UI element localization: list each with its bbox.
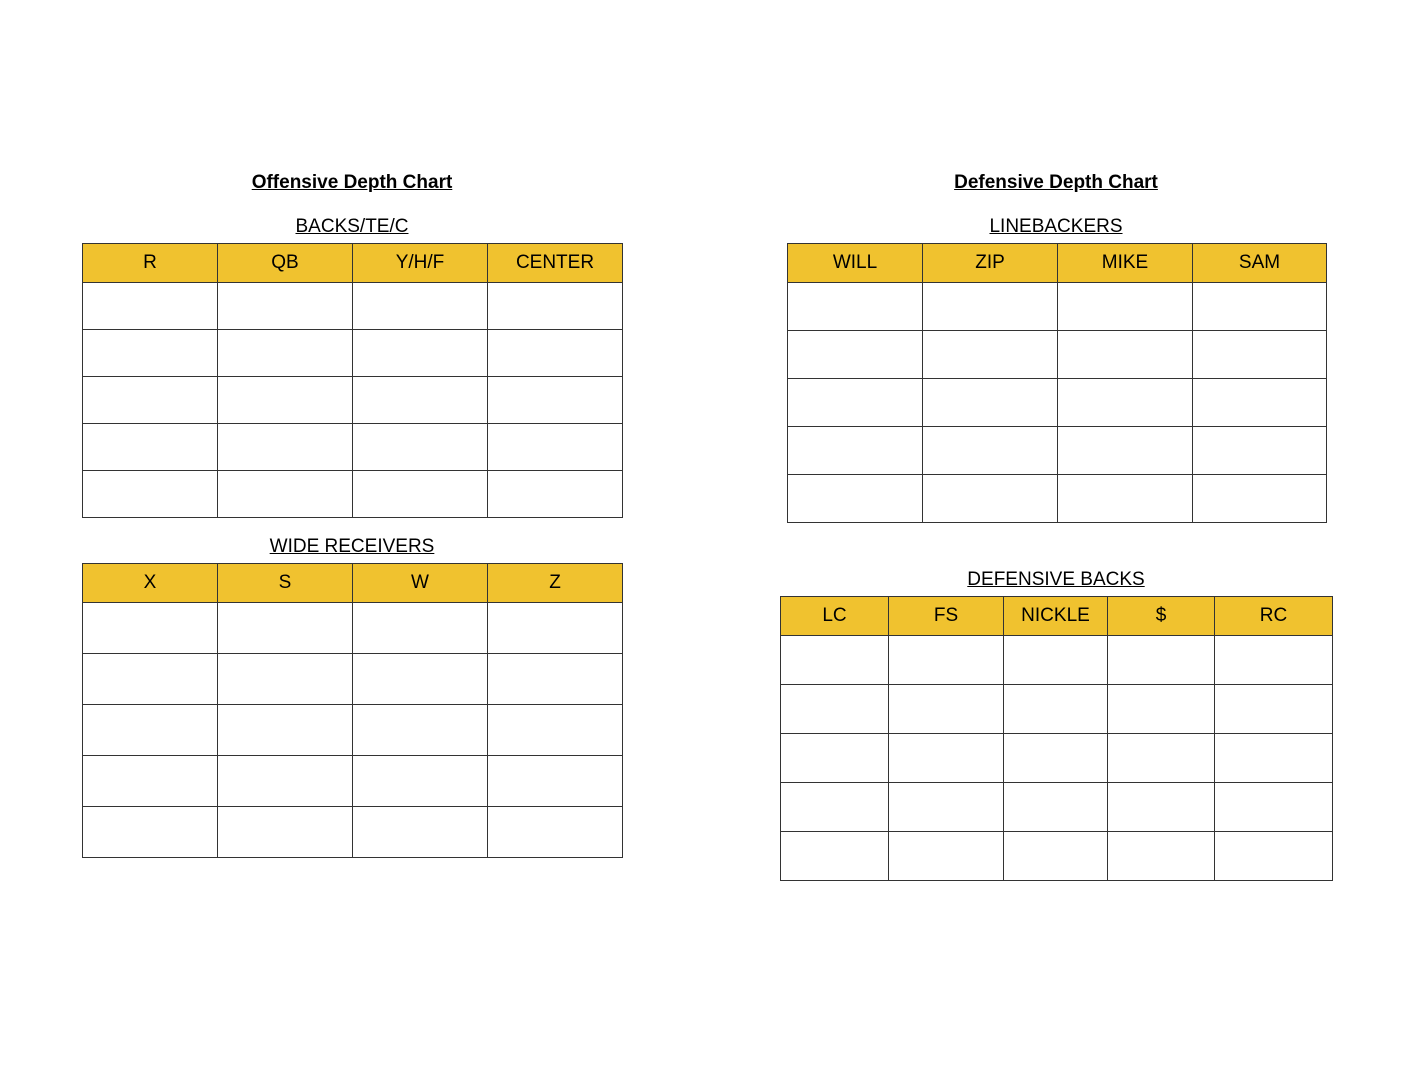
- depth-cell[interactable]: [488, 424, 623, 471]
- depth-cell[interactable]: [83, 807, 218, 858]
- depth-cell[interactable]: [923, 283, 1058, 331]
- depth-cell[interactable]: [218, 705, 353, 756]
- depth-cell[interactable]: [781, 685, 889, 734]
- depth-cell[interactable]: [788, 475, 923, 523]
- depth-cell[interactable]: [488, 471, 623, 518]
- depth-cell[interactable]: [923, 331, 1058, 379]
- depth-cell[interactable]: [923, 379, 1058, 427]
- depth-cell[interactable]: [353, 756, 488, 807]
- depth-cell[interactable]: [788, 283, 923, 331]
- depth-cell[interactable]: [889, 832, 1004, 881]
- depth-cell[interactable]: [218, 283, 353, 330]
- depth-cell[interactable]: [1058, 283, 1193, 331]
- column-header-w: W: [353, 564, 488, 603]
- depth-cell[interactable]: [353, 654, 488, 705]
- column-header-z: Z: [488, 564, 623, 603]
- table-row: [788, 331, 1327, 379]
- depth-cell[interactable]: [1108, 783, 1215, 832]
- depth-cell[interactable]: [788, 379, 923, 427]
- linebackers-label: LINEBACKERS: [989, 216, 1123, 237]
- depth-cell[interactable]: [889, 783, 1004, 832]
- depth-cell[interactable]: [788, 331, 923, 379]
- depth-cell[interactable]: [218, 377, 353, 424]
- table-row: [781, 636, 1333, 685]
- depth-cell[interactable]: [353, 471, 488, 518]
- column-header-x: X: [83, 564, 218, 603]
- depth-cell[interactable]: [1004, 685, 1108, 734]
- column-header-qb: QB: [218, 244, 353, 283]
- linebackers-table: [787, 243, 1327, 523]
- table-row: [781, 783, 1333, 832]
- table-row: [83, 471, 623, 518]
- depth-cell[interactable]: [218, 424, 353, 471]
- depth-cell[interactable]: [1108, 685, 1215, 734]
- depth-cell[interactable]: [353, 603, 488, 654]
- column-header-mike: MIKE: [1058, 244, 1193, 283]
- backs-te-c-table: [82, 243, 623, 518]
- depth-cell[interactable]: [1193, 475, 1327, 523]
- wide-receivers-table: [82, 563, 623, 858]
- depth-cell[interactable]: [488, 603, 623, 654]
- depth-cell[interactable]: [1108, 832, 1215, 881]
- defensive-backs-label: DEFENSIVE BACKS: [967, 569, 1145, 590]
- depth-cell[interactable]: [1215, 636, 1333, 685]
- depth-cell[interactable]: [353, 377, 488, 424]
- depth-cell[interactable]: [1215, 734, 1333, 783]
- column-header-will: WILL: [788, 244, 923, 283]
- depth-cell[interactable]: [83, 424, 218, 471]
- column-header-s: S: [218, 564, 353, 603]
- column-header-fs: FS: [889, 597, 1004, 636]
- depth-cell[interactable]: [781, 783, 889, 832]
- depth-cell[interactable]: [1058, 427, 1193, 475]
- depth-cell[interactable]: [218, 807, 353, 858]
- depth-cell[interactable]: [353, 807, 488, 858]
- depth-cell[interactable]: [889, 636, 1004, 685]
- table-row: [83, 330, 623, 377]
- column-header-center: CENTER: [488, 244, 623, 283]
- depth-cell[interactable]: [1058, 379, 1193, 427]
- depth-cell[interactable]: [83, 654, 218, 705]
- depth-cell[interactable]: [353, 705, 488, 756]
- depth-cell[interactable]: [889, 685, 1004, 734]
- depth-cell[interactable]: [83, 283, 218, 330]
- column-header-y-h-f: Y/H/F: [353, 244, 488, 283]
- depth-cell[interactable]: [1215, 783, 1333, 832]
- table-row: [83, 654, 623, 705]
- depth-cell[interactable]: [83, 377, 218, 424]
- depth-cell[interactable]: [488, 377, 623, 424]
- depth-cell[interactable]: [488, 283, 623, 330]
- depth-cell[interactable]: [889, 734, 1004, 783]
- depth-cell[interactable]: [1193, 331, 1327, 379]
- table-row: [781, 832, 1333, 881]
- depth-cell[interactable]: [218, 756, 353, 807]
- depth-cell[interactable]: [1193, 283, 1327, 331]
- table-row: [83, 807, 623, 858]
- depth-cell[interactable]: [218, 330, 353, 377]
- depth-cell[interactable]: [1215, 832, 1333, 881]
- depth-cell[interactable]: [83, 603, 218, 654]
- table-row: [781, 734, 1333, 783]
- column-header-nickle: NICKLE: [1004, 597, 1108, 636]
- depth-cell[interactable]: [1004, 783, 1108, 832]
- depth-cell[interactable]: [1004, 636, 1108, 685]
- depth-cell[interactable]: [1004, 832, 1108, 881]
- table-row: [788, 475, 1327, 523]
- table-row: [788, 283, 1327, 331]
- column-header-zip: ZIP: [923, 244, 1058, 283]
- depth-cell[interactable]: [781, 734, 889, 783]
- depth-cell[interactable]: [488, 330, 623, 377]
- table-row: [83, 283, 623, 330]
- depth-cell[interactable]: [353, 424, 488, 471]
- table-row: [83, 603, 623, 654]
- depth-cell[interactable]: [781, 636, 889, 685]
- defensive-chart-title: Defensive Depth Chart: [954, 172, 1158, 193]
- depth-cell[interactable]: [83, 330, 218, 377]
- depth-cell[interactable]: [923, 475, 1058, 523]
- depth-cell[interactable]: [1058, 331, 1193, 379]
- column-header-rc: RC: [1215, 597, 1333, 636]
- table-row: [83, 377, 623, 424]
- depth-cell[interactable]: [83, 705, 218, 756]
- defensive-backs-table: [780, 596, 1333, 881]
- table-row: [83, 756, 623, 807]
- depth-cell[interactable]: [1108, 734, 1215, 783]
- depth-cell[interactable]: [218, 603, 353, 654]
- depth-cell[interactable]: [353, 330, 488, 377]
- depth-cell[interactable]: [1193, 427, 1327, 475]
- depth-cell[interactable]: [1108, 636, 1215, 685]
- depth-cell[interactable]: [488, 654, 623, 705]
- table-row: [781, 685, 1333, 734]
- depth-cell[interactable]: [781, 832, 889, 881]
- column-header-sam: SAM: [1193, 244, 1327, 283]
- backs-te-c-label: BACKS/TE/C: [295, 216, 409, 237]
- depth-cell[interactable]: [353, 283, 488, 330]
- depth-cell[interactable]: [1193, 379, 1327, 427]
- depth-cell[interactable]: [218, 654, 353, 705]
- column-header-dollar: $: [1108, 597, 1215, 636]
- depth-cell[interactable]: [1004, 734, 1108, 783]
- wide-receivers-label: WIDE RECEIVERS: [269, 536, 435, 557]
- table-row: [83, 705, 623, 756]
- depth-cell[interactable]: [218, 471, 353, 518]
- offensive-chart-title: Offensive Depth Chart: [251, 172, 453, 193]
- table-row: [788, 379, 1327, 427]
- depth-cell[interactable]: [788, 427, 923, 475]
- depth-cell[interactable]: [488, 807, 623, 858]
- depth-cell[interactable]: [1058, 475, 1193, 523]
- column-header-r: R: [83, 244, 218, 283]
- depth-cell[interactable]: [923, 427, 1058, 475]
- depth-cell[interactable]: [83, 756, 218, 807]
- depth-cell[interactable]: [488, 705, 623, 756]
- table-row: [788, 427, 1327, 475]
- column-header-lc: LC: [781, 597, 889, 636]
- table-row: [83, 424, 623, 471]
- depth-cell[interactable]: [488, 756, 623, 807]
- depth-cell[interactable]: [83, 471, 218, 518]
- depth-cell[interactable]: [1215, 685, 1333, 734]
